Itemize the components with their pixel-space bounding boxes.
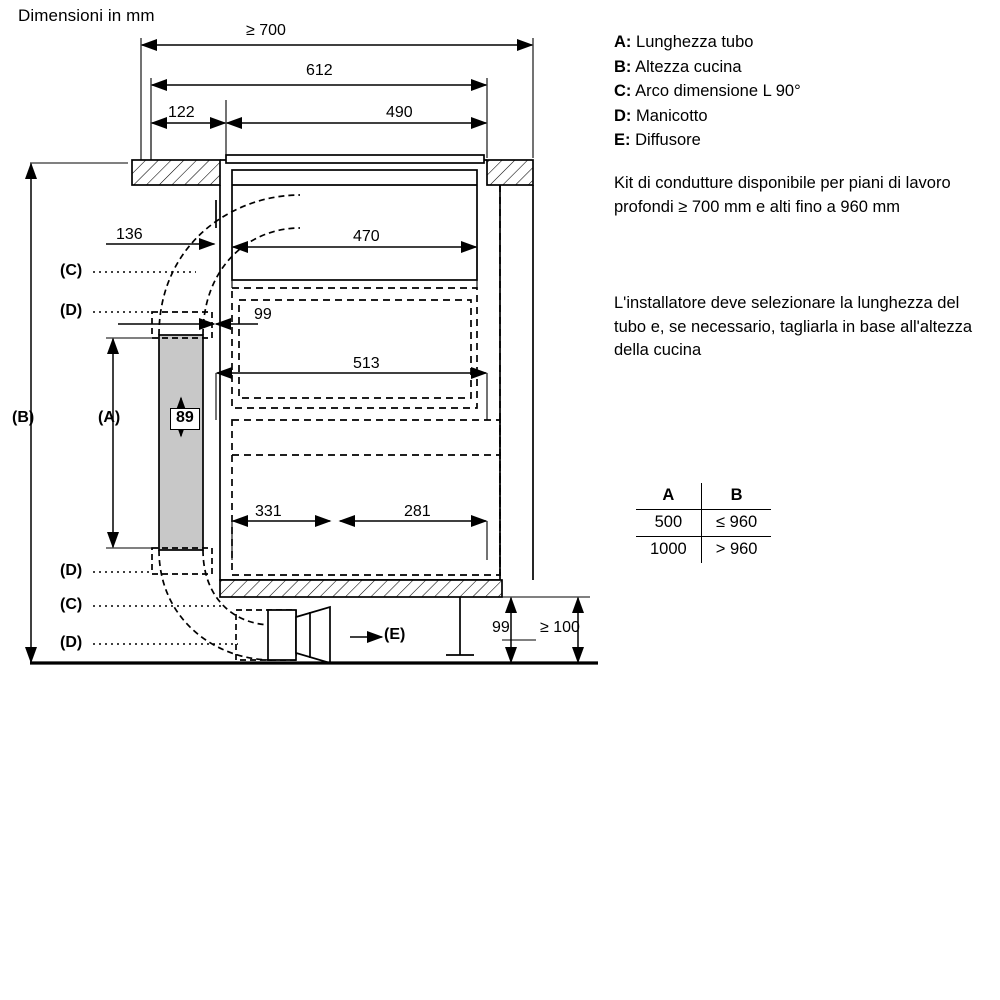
dim-331-label: 331 — [255, 503, 282, 520]
dim-470-label: 470 — [353, 228, 380, 245]
dim-99-bottom-label: 99 — [492, 619, 510, 636]
legend-key-a: A: — [614, 33, 632, 51]
table-cell-a-500: 500 — [636, 510, 701, 537]
callout-c-top: (C) — [60, 262, 83, 279]
callout-d-bottom: (D) — [60, 634, 83, 651]
legend-key-b: B: — [614, 57, 632, 76]
table-cell-a-1000: 1000 — [636, 537, 701, 564]
callout-e: (E) — [384, 626, 406, 643]
note-installer: L'installatore deve selezionare la lunghezza del tubo e, se necessario, tagliarla in base all'altezza della cucina — [614, 294, 973, 359]
dim-513-label: 513 — [353, 355, 380, 372]
note-duct-kit: Kit di condutture disponibile per piani di lavoro profondi ≥ 700 mm e alti fino a 960 mm — [614, 174, 951, 216]
legend-text-a: Lunghezza tubo — [636, 33, 754, 51]
table-header-b: B — [701, 483, 771, 510]
table-header-a: A — [662, 486, 675, 504]
page-title: Dimensioni in mm — [18, 6, 155, 25]
dim-490-label: 490 — [386, 104, 413, 121]
table-cell-b-960gt: > 960 — [701, 537, 771, 564]
table-cell-b-960le: ≤ 960 — [701, 510, 771, 537]
dim-100-label: ≥ 100 — [540, 619, 580, 636]
dim-700-label: ≥ 700 — [246, 22, 286, 39]
legend-key-e: E: — [614, 131, 631, 150]
dim-89-label: 89 — [170, 408, 200, 430]
dim-612-label: 612 — [306, 62, 333, 79]
dim-122-label: 122 — [168, 104, 195, 121]
callout-c-bottom: (C) — [60, 596, 83, 613]
callout-a: (A) — [98, 409, 121, 426]
callout-b: (B) — [12, 409, 35, 426]
legend-text-b: Altezza cucina — [635, 57, 742, 76]
legend-text-e: Diffusore — [635, 131, 701, 150]
legend-text-d: Manicotto — [636, 106, 708, 125]
callout-d-top: (D) — [60, 302, 83, 319]
legend-key-d: D: — [614, 106, 632, 125]
dim-99-top-label: 99 — [254, 306, 272, 323]
legend-text-c: Arco dimensione L 90° — [635, 82, 801, 101]
legend-key-c: C: — [614, 82, 632, 101]
callout-d-mid: (D) — [60, 562, 83, 579]
dim-136-label: 136 — [116, 226, 143, 243]
dim-281-label: 281 — [404, 503, 431, 520]
